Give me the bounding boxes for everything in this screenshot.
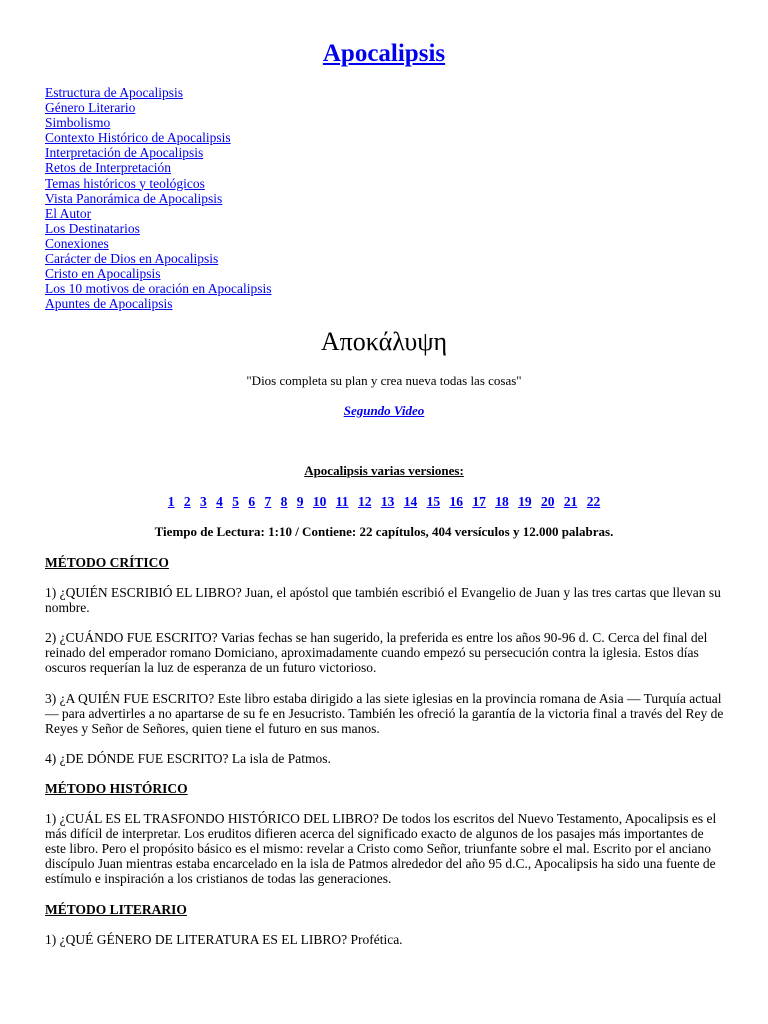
- toc-item[interactable]: [45, 221, 271, 236]
- greek-title: Αποκάλυψη: [320, 327, 448, 356]
- toc-item[interactable]: [45, 176, 271, 191]
- toc-item[interactable]: [45, 266, 271, 281]
- toc-item[interactable]: [45, 296, 271, 311]
- subtitle-quote: "Dios completa su plan y crea nueva todas las cosas": [246, 373, 522, 388]
- chapter-link-9[interactable]: 9: [296, 494, 304, 509]
- chapter-link-3[interactable]: 3: [200, 494, 207, 509]
- toc-link-autor[interactable]: El Autor: [45, 205, 92, 221]
- reading-time: Tiempo de Lectura: 1:10 / Contiene: 22 capítulos, 404 versículos y 12.000 palabras.: [154, 524, 614, 539]
- toc-link-oracion[interactable]: Los 10 motivos de oración en Apocalipsis: [45, 281, 272, 297]
- section-heading-historico: MÉTODO HISTÓRICO: [45, 780, 188, 796]
- chapter-link-18[interactable]: 18: [495, 494, 509, 509]
- section-heading-literario: MÉTODO LITERARIO: [45, 901, 187, 917]
- title-link[interactable]: Apocalipsis: [322, 40, 446, 67]
- toc-item[interactable]: [45, 251, 271, 266]
- chapter-link-16[interactable]: 16: [449, 494, 463, 509]
- toc-link-destinatarios[interactable]: Los Destinatarios: [45, 220, 140, 236]
- chapter-link-12[interactable]: 12: [357, 494, 372, 509]
- chapter-link-21[interactable]: 21: [563, 494, 578, 509]
- toc-link-contexto[interactable]: Contexto Histórico de Apocalipsis: [45, 130, 231, 146]
- paragraph-trasfondo: 1) ¿CUÁL ES EL TRASFONDO HISTÓRICO DEL LIBRO? De todos los escritos del Nuevo Testamento, Apocalipsis es el más difícil de interpretar. Los eruditos difieren acerca del significado exacto de algunos de los pasajes más importantes de este libro. Pero el propósito básico es el mismo: revelar a Cristo como Señor, triunfante sobre el mal. Escrito por el anciano discípulo Juan mientras estaba encarcelado en la isla de Patmos alrededor del año 95 d.C., Apocalipsis ha sido una fuente de estímulo e inspiración a los cristianos de todas las generaciones.: [45, 811, 717, 887]
- chapter-link-22[interactable]: 22: [586, 494, 601, 509]
- paragraph-cuando: 2) ¿CUÁNDO FUE ESCRITO? Varias fechas se han sugerido, la preferida es entre los años 90-96 d. C. Cerca del final del reinado del emperador romano Domiciano, aproximadamente cuando empezó su persecución contra la iglesia. Estos días oscuros requerían la luz de esperanza de un futuro victorioso.: [45, 630, 708, 676]
- chapter-link-20[interactable]: 20: [540, 494, 555, 509]
- chapter-link-19[interactable]: 19: [518, 494, 532, 509]
- chapter-link-1[interactable]: 1: [167, 494, 175, 509]
- toc-link-genero[interactable]: Género Literario: [45, 100, 136, 116]
- toc-item[interactable]: [45, 130, 271, 145]
- paragraph-genero: 1) ¿QUÉ GÉNERO DE LITERATURA ES EL LIBRO? Profética.: [45, 931, 403, 947]
- toc-item[interactable]: [45, 85, 271, 100]
- toc-link-simbolismo[interactable]: Simbolismo: [45, 115, 111, 131]
- toc-item[interactable]: [45, 100, 271, 115]
- chapter-link-17[interactable]: 17: [472, 494, 486, 509]
- main-content: [45, 555, 725, 962]
- toc-link-estructura[interactable]: Estructura de Apocalipsis: [45, 85, 183, 100]
- chapter-link-10[interactable]: 10: [312, 494, 327, 509]
- toc-link-cristo[interactable]: Cristo en Apocalipsis: [45, 266, 161, 282]
- toc-item[interactable]: [45, 281, 271, 296]
- chapter-link-13[interactable]: 13: [380, 494, 395, 509]
- chapter-links: [0, 494, 768, 510]
- toc-item[interactable]: [45, 206, 271, 221]
- toc-item[interactable]: [45, 236, 271, 251]
- toc-link-caracter[interactable]: Carácter de Dios en Apocalipsis: [45, 251, 219, 267]
- toc-link-temas[interactable]: Temas históricos y teológicos: [45, 175, 205, 191]
- video-link-row[interactable]: [0, 403, 768, 419]
- chapter-link-2[interactable]: 2: [183, 494, 191, 509]
- section-heading-critico: MÉTODO CRÍTICO: [45, 555, 169, 570]
- toc-link-vista[interactable]: Vista Panorámica de Apocalipsis: [45, 190, 223, 206]
- toc-item[interactable]: [45, 115, 271, 130]
- chapter-link-14[interactable]: 14: [403, 494, 418, 509]
- toc-item[interactable]: [45, 191, 271, 206]
- versions-heading: Apocalipsis varias versiones:: [304, 463, 464, 478]
- paragraph-quien: 1) ¿QUIÉN ESCRIBIÓ EL LIBRO? Juan, el apóstol que también escribió el Evangelio de Juan y las tres cartas que llevan su nombre.: [45, 585, 721, 616]
- paragraph-donde: 4) ¿DE DÓNDE FUE ESCRITO? La isla de Patmos.: [45, 750, 331, 766]
- toc-item[interactable]: [45, 160, 271, 175]
- toc-link-interpretacion[interactable]: Interpretación de Apocalipsis: [45, 145, 204, 161]
- chapter-link-4[interactable]: 4: [216, 494, 223, 509]
- toc-link-conexiones[interactable]: Conexiones: [45, 235, 109, 251]
- chapter-link-8[interactable]: 8: [280, 494, 288, 509]
- chapter-link-6[interactable]: 6: [248, 494, 256, 509]
- toc-item[interactable]: [45, 145, 271, 160]
- page-title[interactable]: [0, 40, 768, 68]
- paragraph-a-quien: 3) ¿A QUIÉN FUE ESCRITO? Este libro estaba dirigido a las siete iglesias en la provincia romana de Asia — Turquía actual— para advertirles a no apartarse de su fe en Jesucristo. También les ofreció la garantía de la victoria final a través del Rey de Reyes y Señor de Señores, quien tiene el futuro en sus manos.: [45, 690, 724, 736]
- table-of-contents: [45, 85, 271, 311]
- chapter-link-15[interactable]: 15: [426, 494, 441, 509]
- toc-link-apuntes[interactable]: Apuntes de Apocalipsis: [45, 296, 173, 312]
- chapter-link-7[interactable]: 7: [264, 494, 272, 509]
- toc-link-retos[interactable]: Retos de Interpretación: [45, 160, 171, 176]
- chapter-link-11[interactable]: 11: [335, 494, 349, 509]
- chapter-link-5[interactable]: 5: [232, 494, 240, 509]
- segundo-video-link[interactable]: Segundo Video: [343, 403, 425, 418]
